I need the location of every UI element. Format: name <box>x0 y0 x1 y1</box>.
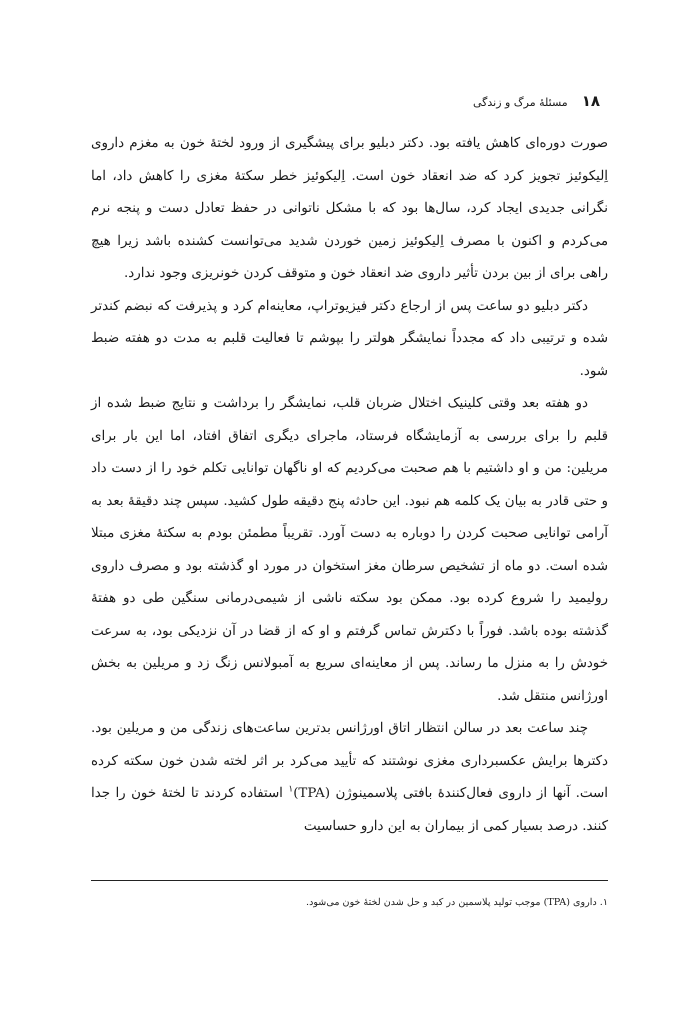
page-number: ۱۸ <box>581 92 600 110</box>
running-title: مسئلهٔ مرگ و زندگی <box>472 96 568 109</box>
paragraph <box>91 713 608 843</box>
body-text <box>91 128 608 843</box>
paragraph: دو هفته بعد وقتی کلینیک اختلال ضربان قلب، نمایشگر را برداشت و نتایج ضبط شده از قلبم را برای بررسی به آزمایشگاه فرستاد، ماجرای دیگری اتفاق افتاد، اما این بار برای مریلین: من و او داشتیم با هم صحبت می‌کردیم که او ناگهان توانایی تکلم خود را از دست داد و حتی قادر به بیان یک کلمه هم نبود. این حادثه پنج دقیقه طول کشید. سپس چند دقیقهٔ بعد به آرامی توانایی صحبت کردن را دوباره به دست آورد. تقریباً مطمئن بودم به سکتهٔ مغزی مبتلا شده است. دو ماه از تشخیص سرطان مغز استخوان در مورد او گذشته بود و مصرف داروی رولیمید را شروع کرده بود. ممکن بود سکته ناشی از شیمی‌درمانی سنگین طی دو هفتهٔ گذشته بوده باشد. فوراً با دکترش تماس گرفتم و او که از قضا در آن نزدیکی بود، به سرعت خودش را به منزل ما رساند. پس از معاینه‌ای سریع به آمبولانس زنگ زد و مریلین به بخش اورژانس منتقل شد. <box>91 396 608 704</box>
footnote-reference[interactable]: ۱ <box>288 784 294 795</box>
paragraph: دکتر دبلیو دو ساعت پس از ارجاع دکتر فیزیوتراپ، معاینه‌ام کرد و پذیرفت که نبضم کندتر شده و ترتیبی داد که مجدداً نمایشگر هولتر را بپوشم تا فعالیت قلبم به مدت دو هفته ضبط شود. <box>91 298 608 379</box>
paragraph-text: استفاده کردند تا لختهٔ خون را جدا کنند. درصد بسیار کمی از بیماران به این دارو حساسیت <box>91 786 608 834</box>
paragraph: صورت دوره‌ای کاهش یافته بود. دکتر دبلیو برای پیشگیری از ورود لختهٔ خون به مغزم داروی اِلیکوئیز تجویز کرد که ضد انعقاد خون است. اِلیکوئیز خطر سکتهٔ مغزی را کاهش داد، اما نگرانی جدیدی ایجاد کرد، سال‌ها بود که با مشکل ناتوانی در حفظ تعادل دست و پنجه نرم می‌کردم و اکنون با مصرف اِلیکوئیز زمین خوردن شدید می‌توانست کشنده باشد زیرا هیچ راهی برای از بین بردن تأثیر داروی ضد انعقاد خون و متوقف کردن خونریزی وجود ندارد. <box>91 136 608 281</box>
footnote: ۱. داروی (TPA) موجب تولید پلاسمین در کبد و حل شدن لختهٔ خون می‌شود. <box>306 897 608 908</box>
footnote-divider <box>91 880 608 881</box>
running-head <box>473 92 600 110</box>
paragraph-text: چند ساعت بعد در سالن انتظار اتاق اورژانس بدترین ساعت‌های زندگی من و مریلین بود. دکترها برایش عکسبرداری مغزی نوشتند که تأیید می‌کرد بر اثر لخته شدن خون سکته کرده است. آنها از داروی فعال‌کنندهٔ بافتی پلاسمینوژن (TPA) <box>91 721 608 801</box>
